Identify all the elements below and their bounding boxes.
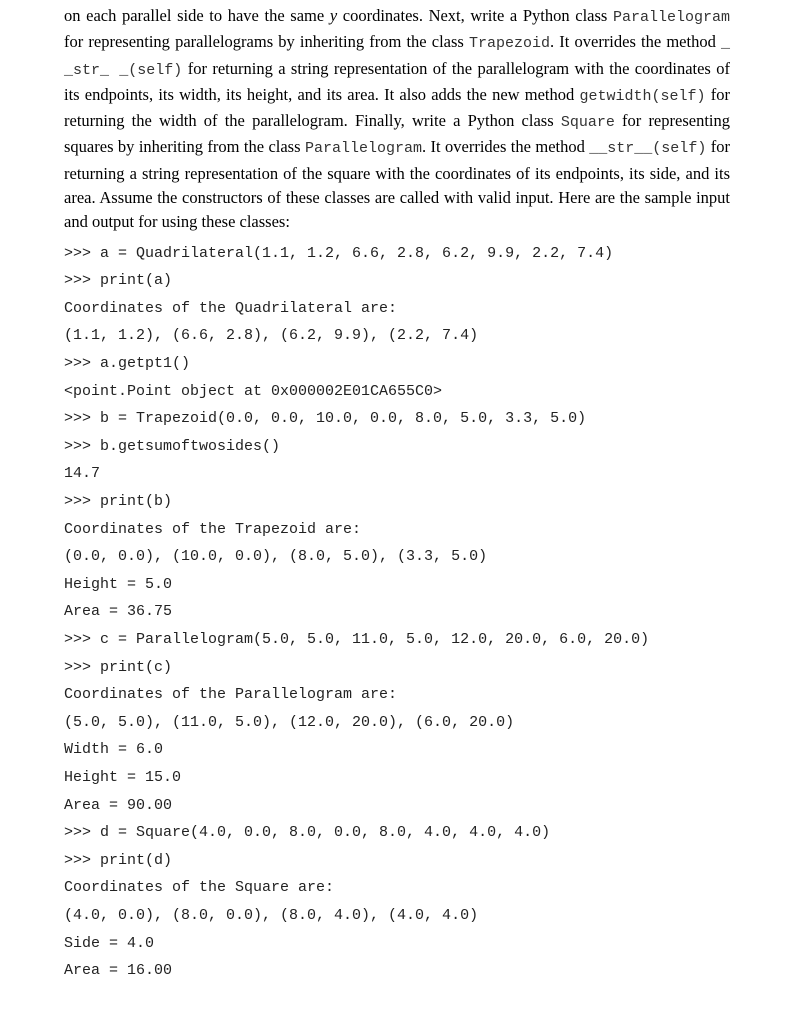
variable-y: y <box>329 6 338 25</box>
session-line: Area = 16.00 <box>64 962 173 980</box>
text-segment: for returning a string representation of the square with the coordinates of its endpoints, its side, and its area. Assume the constructors of these classes are called with valid input. Here are the sample input and output for using these classes: <box>64 137 730 232</box>
python-session <box>64 240 730 985</box>
method-getwidth: getwidth(self) <box>579 87 706 105</box>
session-line: >>> print(d) <box>64 851 173 869</box>
session-line: <point.Point object at 0x000002E01CA655C0> <box>64 382 443 400</box>
session-line: Coordinates of the Parallelogram are: <box>64 686 398 704</box>
session-line: >>> print(b) <box>64 493 173 511</box>
session-line: Area = 36.75 <box>64 603 173 621</box>
session-line: >>> b = Trapezoid(0.0, 0.0, 10.0, 0.0, 8.0, 5.0, 3.3, 5.0) <box>64 410 587 428</box>
session-line: Height = 5.0 <box>64 575 173 593</box>
session-line: >>> a = Quadrilateral(1.1, 1.2, 6.6, 2.8, 6.2, 9.9, 2.2, 7.4) <box>64 244 614 262</box>
text-segment: on each parallel side to have the same <box>64 6 330 25</box>
method-str: __str__(self) <box>589 140 707 158</box>
text-segment: coordinates. Next, write a Python class <box>337 6 613 25</box>
document-page <box>64 4 730 985</box>
session-line: Coordinates of the Trapezoid are: <box>64 520 362 538</box>
session-line: (0.0, 0.0), (10.0, 0.0), (8.0, 5.0), (3.3, 5.0) <box>64 548 488 566</box>
session-line: Height = 15.0 <box>64 768 182 786</box>
text-segment: . It overrides the method <box>550 32 721 52</box>
session-line: Width = 6.0 <box>64 741 164 759</box>
class-name-parallelogram: Parallelogram <box>612 9 730 26</box>
session-line: >>> print(c) <box>64 658 173 676</box>
text-segment: for representing squares by inheriting from the class <box>64 111 730 157</box>
class-name-parallelogram: Parallelogram <box>304 140 422 158</box>
class-name-trapezoid: Trapezoid <box>468 35 550 53</box>
session-line: Area = 90.00 <box>64 796 173 814</box>
session-line: Side = 4.0 <box>64 934 155 952</box>
session-line: Coordinates of the Square are: <box>64 879 335 897</box>
session-line: (1.1, 1.2), (6.6, 2.8), (6.2, 9.9), (2.2, 7.4) <box>64 327 479 345</box>
text-segment: for returning the width of the parallelogram. Finally, write a Python class <box>64 84 730 131</box>
session-line: (4.0, 0.0), (8.0, 0.0), (8.0, 4.0), (4.0, 4.0) <box>64 906 479 924</box>
session-line: >>> a.getpt1() <box>64 355 191 373</box>
method-str: _ _str_ _(self) <box>64 35 730 79</box>
session-line: >>> print(a) <box>64 272 173 290</box>
session-line: >>> c = Parallelogram(5.0, 5.0, 11.0, 5.0, 12.0, 20.0, 6.0, 20.0) <box>64 630 650 648</box>
session-line: Coordinates of the Quadrilateral are: <box>64 299 398 317</box>
session-line: 14.7 <box>64 465 101 483</box>
text-segment: for returning a string representation of the parallelogram with the coordinates of its endpoints, its width, its height, and its area. It also adds the new method <box>64 58 730 104</box>
session-line: (5.0, 5.0), (11.0, 5.0), (12.0, 20.0), (6.0, 20.0) <box>64 713 515 731</box>
session-line: >>> b.getsumoftwosides() <box>64 437 281 455</box>
text-segment: for representing parallelograms by inheriting from the class <box>64 32 469 52</box>
text-segment: . It overrides the method <box>421 137 590 157</box>
problem-description <box>64 4 730 235</box>
session-line: >>> d = Square(4.0, 0.0, 8.0, 0.0, 8.0, 4.0, 4.0, 4.0) <box>64 824 551 842</box>
class-name-square: Square <box>560 114 615 132</box>
